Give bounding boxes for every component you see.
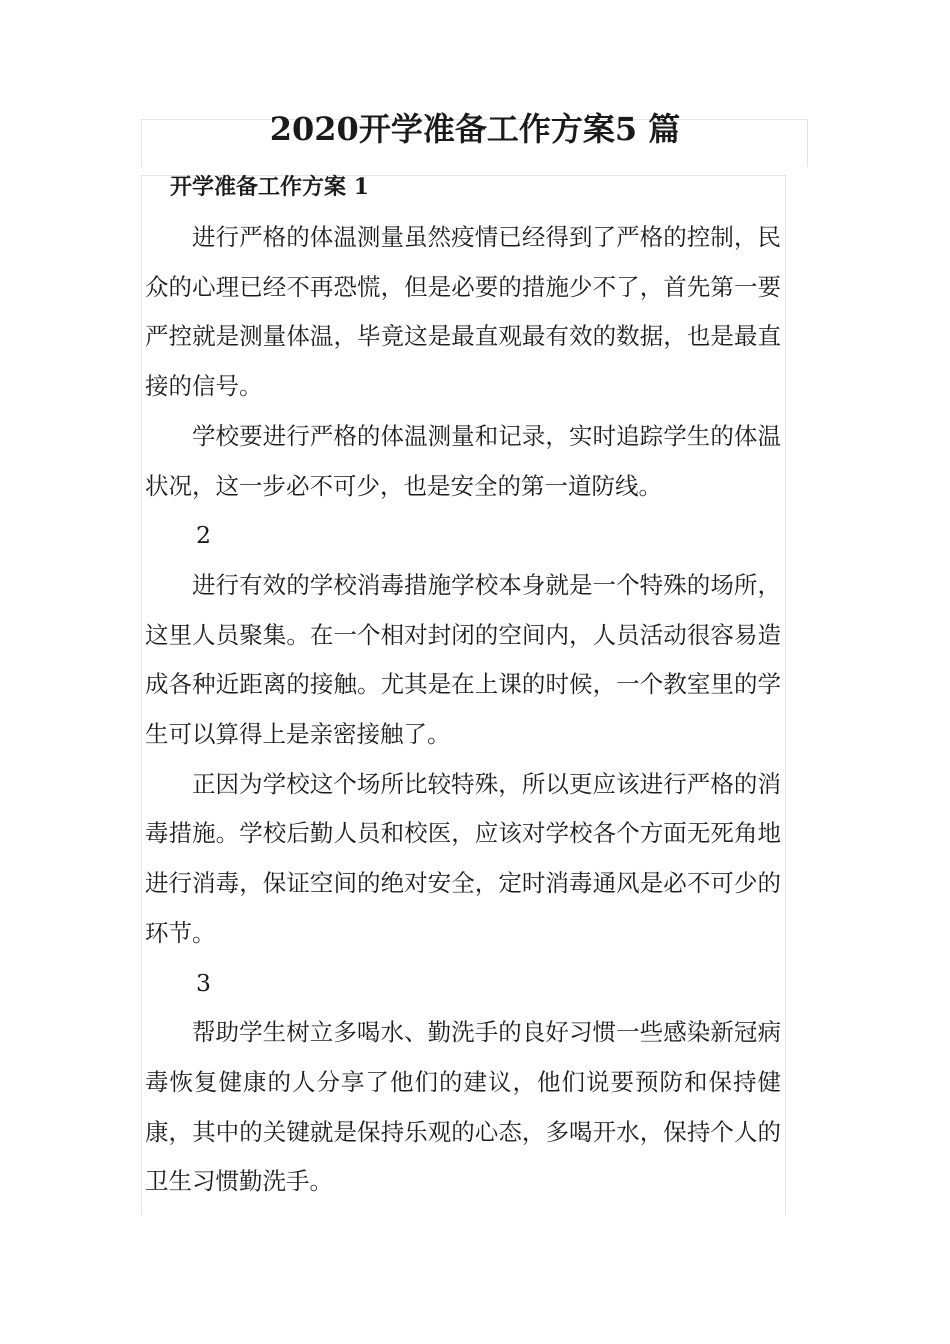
paragraph: 进行严格的体温测量虽然疫情已经得到了严格的控制，民众的心理已经不再恐慌，但是必要的措施少不了，首先第一要严控就是测量体温，毕竟这是最直观最有效的数据，也是最直接的信号。	[145, 223, 781, 401]
document-title: 2020开学准备工作方案5 篇	[269, 110, 681, 148]
section-number: 3	[196, 968, 211, 997]
paragraph: 进行有效的学校消毒措施学校本身就是一个特殊的场所，这里人员聚集。在一个相对封闭的空间内，人员活动很容易造成各种近距离的接触。尤其是在上课的时候，一个教室里的学生可以算得上是亲密接触了。	[145, 570, 781, 749]
section-heading: 开学准备工作方案 1	[170, 174, 369, 200]
paragraph: 帮助学生树立多喝水、勤洗手的良好习惯一些感染新冠病毒恢复健康的人分享了他们的建议，他们说要预防和保持健康，其中的关键就是保持乐观的心态，多喝开水，保持个人的卫生习惯勤洗手。	[145, 1018, 781, 1196]
document-body	[145, 213, 781, 1207]
section-number: 2	[196, 521, 211, 550]
paragraph: 正因为学校这个场所比较特殊，所以更应该进行严格的消毒措施。学校后勤人员和校医，应该对学校各个方面无死角地进行消毒，保证空间的绝对安全，定时消毒通风是必不可少的环节。	[145, 769, 781, 947]
paragraph: 学校要进行严格的体温测量和记录，实时追踪学生的体温状况，这一步必不可少，也是安全的第一道防线。	[145, 421, 781, 500]
